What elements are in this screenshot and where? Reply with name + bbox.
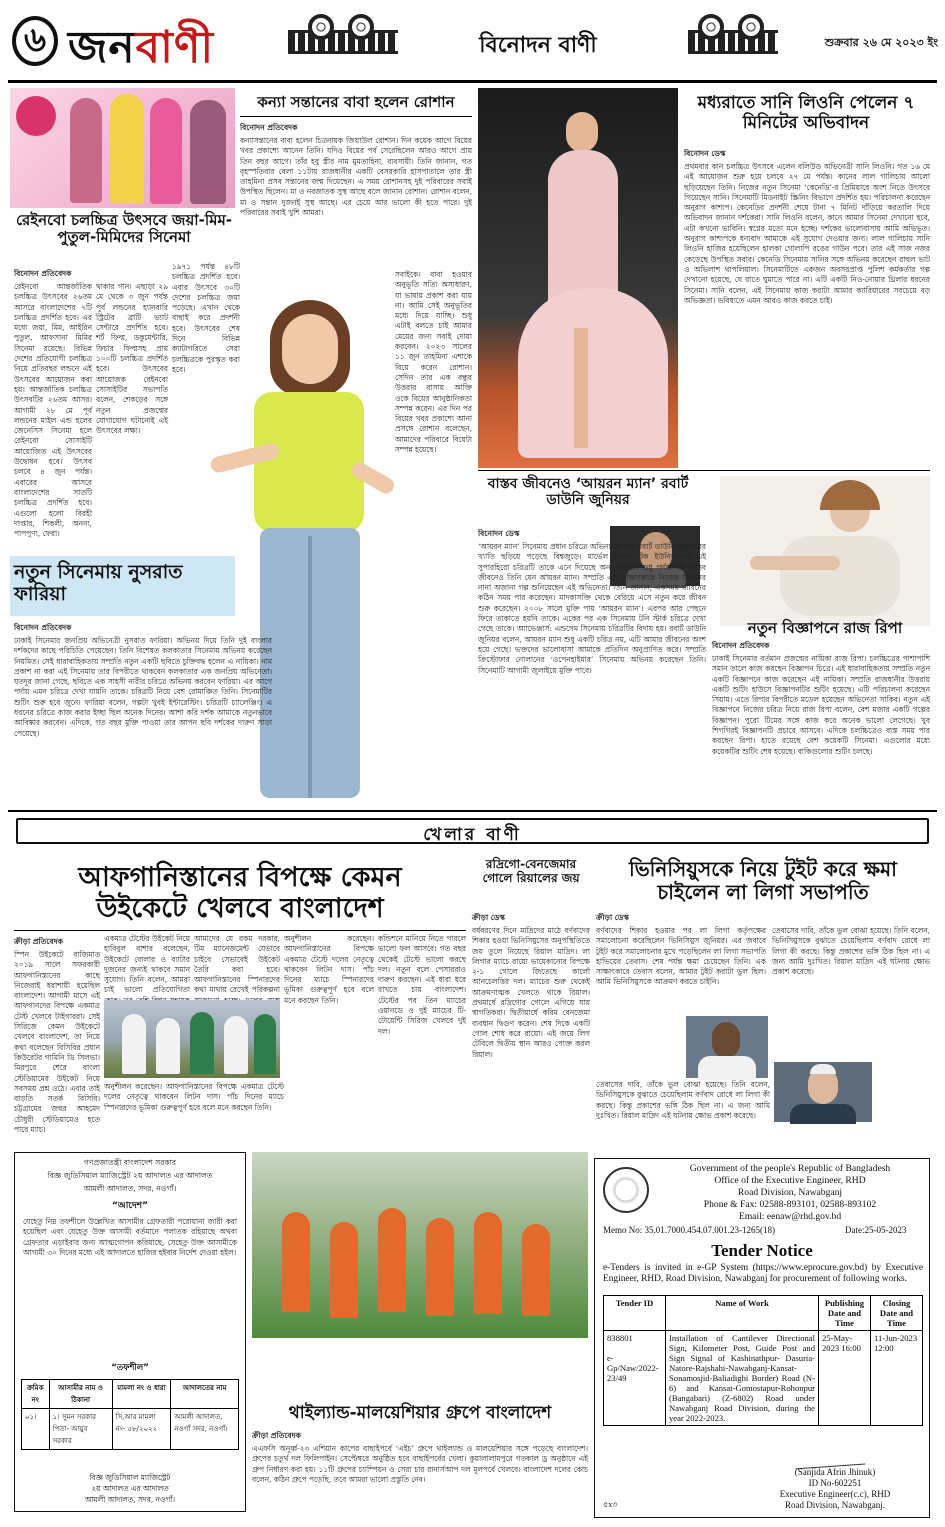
tender-td-work: Installation of Cantilever Directional Sign, Kilometer Post, Guide Post and Sign Signal of Kashinathpur- Dasuria-Natore-Rajshahi-Nawabganj-Kansat-Sonamosjid-Baliadighi Border) Road (N-6) and Kansat-Gomostapur-Rohonpur (Bangabari) (Z-6802) Road under Nawabganj Road Division, during the year 2022-2023. [666, 1331, 819, 1426]
tender-intro: e-Tenders is invited in e-GP System (https://www.eprocure.gov.bd) by Executive Engineer, RHD, Road Division, Nawabganj for procurement of following works. [603, 1263, 923, 1284]
vini-headline: ভিনিসিয়ুসকে নিয়ে টুইট করে ক্ষমা চাইলেন লা লিগা সভাপতি [629, 857, 897, 904]
film-strip-left-icon [288, 30, 398, 54]
masthead-rule [8, 80, 937, 83]
paper-logo-part-a: জন [68, 22, 136, 73]
tender-td-publish: 25-May-2023 16:00 [819, 1331, 871, 1426]
rainbow-body-col2: থাকার গান। এছাড়া ২৯ মে থেকে ৩ জুন পর্যন্ত পূর্ব লন্ডনের হ্যানবারি স্ট্রিটের ব্রাটি ভ্যাট সেন্টারে প্রদর্শিত হবে। শর্ট ফিল্ম, ডকুমেন্টারি, ফিচার ফিল্মসহ প্রায় ১০০টি চলচ্চিত্র প্রদর্শিত হবে। উৎসবের আয়োজক রেইনবো সোসাইটির সভাপতি বলেন, শেকড়ের সঙ্গে নতুন প্রজন্মের যোগাযোগ ঘটানোই এই উৎসবের লক্ষ্য। [96, 282, 168, 436]
sunny-body: প্রথমবার কান চলচ্চিত্র উৎসবে এলেন বলিউড অভিনেত্রী সানি লিওনি। গত ১৬ মে এই আয়োজন শুরু হয়ে চলবে ২৭ মে পর্যন্ত। কানের লাল গালিচায় আলো ছড়িয়েছেন তিনি। নিজের নতুন সিনেমা ‘কেনেডি’-র প্রিমিয়ারে অংশ নিতে উৎসবে গিয়েছেন সানি। সিনেমাটি মিডনাইট স্ক্রিনিং বিভাগে প্রদর্শিত হয়। পরিচালনা করেছেন অনুরাগ কাশ্যপ। কেনেডির প্রদর্শনী শেষে টানা ৭ মিনিট দাঁড়িয়ে করতালি দিয়ে অভিবাদন জানান দর্শকেরা। সানি লিওনি বলেন, কানে আমার সিনেমা দেখানো হবে, এটা কখনো ভাবিনি। স্বপ্নের মতো মনে হচ্ছে। দর্শকের ভালোবাসায় আমি অভিভূত। অনুরাগ কাশ্যপকে ধন্যবাদ আমাকে এই সুযোগ দেওয়ার জন্য। লাল গালিচায় সানি লিওনি হাজির হয়েছিলেন হালকা গোলাপি রঙের গাউন পরে। তার এই সাজ নজর কেড়েছে উপস্থিত সবার। কেনেডি সিনেমায় সানির সঙ্গে অভিনয় করেছেন রাহুল ভাট ও অভিলাশ থাপলিয়াল। সিনেমাটিতে একজন অবসরপ্রাপ্ত পুলিশ কর্মকর্তার গল্প দেখানো হয়েছে, যে রাতে ঘুমাতে পারে না। এটি একটি নিও-নোয়ার থ্রিলার ধরনের সিনেমা। সানি বলেন, এই সিনেমায় কাজ করাটা আমার ক্যারিয়ারের সবচেয়ে বড় অভিজ্ঞতা। ভবিষ্যতে এমন আরও কাজ করতে চাই। [684, 162, 930, 305]
sports-banner-title: খেলার বাণী [423, 825, 522, 845]
paper-logo [68, 14, 214, 87]
court-footer-2: ২য় আদালত এর আদালত [91, 1484, 169, 1493]
film-reel-left-icon-2 [348, 14, 374, 40]
court-td-accused: ১। সুমন সরকার পিতা- আয়ুব সরকার [49, 1409, 112, 1450]
tender-th-id: Tender ID [604, 1296, 666, 1331]
tender-td-close: 11-Jun-2023 12:00 [871, 1331, 923, 1426]
sports-banner [16, 818, 929, 844]
court-th-court: আদালতের নাম [171, 1380, 239, 1409]
roshan-body-col2: সবাইকে। বাবা হওয়ার অনুভূতি সত্যি অসাধারণ, যা ভাষায় প্রকাশ করা যায় না। আমি সেই অনুভূতির মধ্যে দিয়ে যাচ্ছি। শুধু এটাই বলতে চাই আমার মেয়ের জন্য সবাই দোয়া করবেন। ২০২৩ সালের ১১ জুন তাহমিনা এশাকে বিয়ে করেন রোশান। সেদিন তার এক বন্ধুর উত্তরার বাসায় আক্তি ওকে বিয়ের আনুষ্ঠানিকতা সম্পন্ন করেন। এর দিন পর বিয়ের খবর প্রকাশ্যে আনা প্রসঙ্গে রোশান বলেছেন, আমাদের পরিবারে বিয়েটা সম্পন্ন হয়েছে। [395, 270, 472, 455]
tender-signer-name: (Sanjida Afrin Jhinuk) [794, 1467, 876, 1477]
vini-body-col2: তেবাসের দাবি, তাঁকে ভুল বোঝা হয়েছে। তিনি বলেন, ভিনিসিয়ুসকে বুঝাতে চেয়েছিলাম বর্ণবাদ রোধে লা লিগা কী করছে। কিন্তু প্রকাশের ভঙ্গি ঠিক ছিল না। এ জন্য আমি দুঃখিত। রিয়াল মাদ্রিদ এই ঘটনায় ক্ষোভ প্রকাশ করেছে। [772, 926, 930, 977]
rodrygo-body: বর্ষবরণের দিনে মাদ্রিদের মাঠে বর্ণবাদের শিকার হওয়া ভিনিসিয়ুসের অনুপস্থিতিতে জয় তুলে নিয়েছে রিয়াল মাদ্রিদ। লা লিগার ম্যাচে রায়ো ভায়েকানোর বিপক্ষে ২-১ গোলে জিতেছে কার্লো আনচেলত্তির দল। ম্যাচের শুরু থেকেই আক্রমণাত্মক খেলতে থাকে রিয়াল। প্রথমার্ধে রদ্রিগোর গোলে এগিয়ে যায় স্বাগতিকরা। দ্বিতীয়ার্ধে করিম বেনজেমা ব্যবধান দ্বিগুণ করেন। শেষ দিকে একটি গোল শোধ করে রায়ো। এই জয়ে লিগ টেবিলে দ্বিতীয় স্থান আরও পোক্ত করল রিয়াল। [472, 926, 590, 1059]
nusrat-body: ঢাকাই সিনেমার জনপ্রিয় অভিনেত্রী নুসরাত ফারিয়া। অভিনয় দিয়ে তিনি দুই বাংলার দর্শকদের কাছে পরিচিতি পেয়েছেন। তিনি বিশেষত কলকাতার সিনেমায় অভিনয় করেছেন নিয়মিত। সেই ধারাবাহিকতায় সম্প্রতি নতুন একটি ছবিতে চুক্তিবদ্ধ হলেন এ নায়িকা। নাম প্রকাশ না করা এই সিনেমায় তার বিপরীতে থাকবেন কলকাতার এক জনপ্রিয় অভিনেতা। যতদূর জানা গেছে, ছবিতে এক সাহসী নারীর চরিত্রে অভিনয় করবেন ফারিয়া। এর আগে পর্দায় এমন চরিত্রে দেখা যায়নি তাকে। চরিত্রটি নিয়ে বেশ রোমাঞ্চিত তিনি। সিনেমাটির শুটিং শুরু হবে জুনে। ফারিয়া বলেন, গল্পটা খুবই ইন্টারেস্টিং। চরিত্রটি চ্যালেঞ্জিং। এ ধরনের চরিত্রে কাজ করার ইচ্ছা ছিল অনেক দিনের। আশা করি দর্শক আমাকে নতুনভাবে আবিষ্কার করবেন। এদিকে, গত বছর মুক্তি পাওয়া তার আপন ছবি দর্শকের দারুণ সাড়া পেয়েছে। [14, 636, 272, 738]
court-td-case: সি,আর মামলা নং- ৫৮/২০২২ [112, 1409, 171, 1450]
vini-body-col1: বর্ণবাদের শিকার হওয়ার পর লা লিগা কর্তৃপক্ষের সমালোচনা করেছিলেন ভিনিসিয়ুস জুনিয়র। এর জবাবে টুইট করে সমালোচনার মুখে পড়েছিলেন লা লিগা সভাপতি হাভিয়ের তেবাস। শেষ পর্যন্ত ক্ষমা চেয়েছেন তিনি। এক সাক্ষাৎকারে তেবাস বলেন, আমার টুইট করাটা ভুল ছিল। আমি ভিনিসিয়ুসকে আক্রমণ করতে চাইনি। [596, 926, 766, 987]
rdj-byline: বিনোদন ডেস্ক [478, 529, 520, 538]
tender-gov-line-1: Government of the people's Republic of Bangladesh [689, 1163, 891, 1174]
roshan-body-col1: কন্যাসন্তানের বাবা হলেন চিত্রনায়ক জিয়াউল রোশান। দিন কয়েক আগে বিয়ের খবর প্রকাশ্যে আনেন তিনি। যদিও বিয়ের পর্ব সেরেছিলেন আরও আগে প্রায় তিন বছর আগে। তাঁর হবু স্ত্রীর নাম মুমতাহিনা, ব্যবসায়ী। তিনি জানান, গত বৃহস্পতিবার বেলা ১১টায় রাজধানীর একটি বেসরকারি হাসপাতালে তার স্ত্রী তাহমিনা প্রসব সন্তানের জন্ম দিয়েছেন। এ সময় রোশানসহ দুই পরিবারের সবাই উপস্থিত ছিলেন। মা ও নবজাতক সুস্থ আছে বলে জানান রোশান। রোশান বলেন, মা ও সন্তান দুজনই সুস্থ আছে। এর চেয়ে আর ভালো কী হতে পারে। দুই পরিবারের সবাই খুশি আমরা। [240, 136, 472, 218]
film-reel-right-icon-2 [738, 14, 764, 40]
court-notice [14, 1152, 246, 1512]
gov-emblem-icon [603, 1167, 649, 1213]
afghan-body-col1: স্পিন উইকেটে বাজিমাত ২০১৯ সালে সফরকারী আফগানিস্তানের কাছে নিজেরাই ধরাশায়ী হয়েছিল বাংলাদেশ। আগামী মাসে এই আফগানদের বিপক্ষে একমাত্র টেস্ট খেলবে টাইগাররা। সেই সিরিজে কেমন উইকেটে খেলবে বাংলাদেশ, তা নিয়ে কথা বলেছেন বিসিবির প্রধান কিউরেটর গামিনি ডি সিলভা। মিরপুরে শেরে বাংলা স্টেডিয়ামের উইকেট নিয়ে সবসময় প্রশ্ন ওঠে। এবার তাই বাড়তি সতর্ক বিসিবি। চট্টগ্রামের জহুর আহমেদ চৌধুরী স্টেডিয়ামেও হতে পারে ম্যাচ। [14, 950, 100, 1135]
film-reel-right-icon [698, 14, 724, 40]
vini-body-col1b: তেবাসের দাবি, তাঁকে ভুল বোঝা হয়েছে। তিনি বলেন, ভিনিসিয়ুসকে বুঝাতে চেয়েছিলাম বর্ণবাদ রোধে লা লিগা কী করছে। কিন্তু প্রকাশের ভঙ্গি ঠিক ছিল না। এ জন্য আমি দুঃখিত। রিয়াল মাদ্রিদ এই ঘটনায় ক্ষোভ প্রকাশ করেছে। [596, 1080, 770, 1120]
tender-td-id: 838801 e-Gp/Naw/2022-23/49 [604, 1331, 666, 1426]
court-footer-3: আমলী আদালত, সদর, নওগাঁ। [84, 1495, 176, 1504]
rainbow-byline: বিনোদন প্রতিবেদক [14, 269, 72, 278]
rainbow-festival-photo [10, 88, 235, 208]
raj-ripa-photo [720, 476, 930, 626]
afghan-body-bottom: অনুশীলন করেছেন। আফগানিস্তানের বিপক্ষে একমাত্র টেস্টে দলের নেতৃত্বে থাকবেন লিটন দাস। পাঁচ দিনের ম্যাচে স্পিনারদের ভূমিকা গুরুত্বপূর্ণ হবে বলে মনে করছেন তিনি। [104, 1082, 284, 1112]
tender-gov-line-5: Email: eenaw@rhd.gov.bd [738, 1211, 842, 1222]
tender-signer-title: Executive Engineer(c.c), RHD [779, 1489, 891, 1499]
court-th-case: মামলা নং ও ধারা [112, 1380, 171, 1409]
tender-ad-size: ৫x৩ [603, 1500, 618, 1509]
tebas-photo [774, 1062, 872, 1122]
rodrygo-byline: ক্রীড়া ডেস্ক [472, 913, 505, 922]
thai-body: এএফসি অনূর্ধ্ব-২৩ এশিয়ান কাপের বাছাইপর্বে ‘এইচ’ গ্রুপে থাইল্যান্ড ও মালয়েশিয়ার সঙ্গে পড়েছে বাংলাদেশ। গ্রুপের চতুর্থ দল ফিলিপাইন। সেপ্টেম্বরে অনুষ্ঠিত হবে বাছাইপর্বের খেলা। কুয়ালালামপুরে গতকাল ড্র অনুষ্ঠানে এই গ্রুপ নির্ধারণ করা হয়। ১১টি গ্রুপের চ্যাম্পিয়ন ও সেরা চার রানার্সআপ দল মূলপর্বে খেলবে। বাংলাদেশ দলের কোচ বলেন, কঠিন গ্রুপে পড়েছি, তবে আমরা ভালো প্রস্তুতি নেব। [252, 1444, 588, 1484]
tender-th-close: Closing Date and Time [871, 1296, 923, 1331]
court-header-2: বিজ্ঞ জুডিসিয়াল ম্যাজিস্ট্রেট ২য় আদালত এর আদালত [47, 1171, 213, 1180]
rdj-body: ‘আয়রন ম্যান’ সিনেমায় প্রধান চরিত্রে অভিনয়ের পরই রবার্ট ডাউনি জুনিয়রের খ্যাতি ছড়িয়ে পড়েছে বিশ্বজুড়ে। মার্ভেল সিনেম্যাটিক ইউনিভার্সের এই সুপারহিরো চরিত্রটি তাকে এনে দিয়েছে অন্য উচ্চতা। শুধু পর্দায় নয়, বাস্তব জীবনেও তিনি যেন আয়রন ম্যান। সম্প্রতি এক সাক্ষাৎকারে নিজের জীবনের নানা অজানা গল্প শুনিয়েছেন এই অভিনেতা। তিনি জানান, একসময় জীবনের কঠিন সময় পার করেছেন। মাদকাসক্তি থেকে বেরিয়ে এসে নতুন করে জীবন শুরু করেছেন। ২০০৮ সালে মুক্তি পায় ‘আয়রন ম্যান’। এরপর আর পেছনে ফিরে তাকাতে হয়নি তাকে। একের পর এক সিনেমায় টনি স্টার্ক চরিত্রে দেখা গেছে তাকে। অ্যাভেঞ্জার্স: এন্ডগেম সিনেমায় চরিত্রটির বিদায় হয়। রবার্ট ডাউনি জুনিয়র বলেন, আয়রন ম্যান শুধু একটি চরিত্র নয়, এটি আমার জীবনের অংশ হয়ে গেছে। ভক্তদের ভালোবাসা আমাকে প্রতিদিন অনুপ্রাণিত করে। সম্প্রতি ক্রিস্টোফার নোলানের ‘ওপেনহাইমার’ সিনেমায় অভিনয় করেছেন তিনি। সিনেমাটি আগামী জুলাইয়ে মুক্তি পাবে। [478, 542, 706, 675]
court-header-3: আমলী আদালত, সদর, নওগাঁ। [83, 1184, 177, 1193]
issue-date: শুক্রবার ২৬ মে ২০২৩ ইং [824, 36, 938, 49]
court-footer-1: বিজ্ঞ জুডিসিয়াল ম্যাজিস্ট্রেট [89, 1473, 171, 1482]
cricket-team-photo [104, 1000, 280, 1078]
court-th-accused: আসামীর নাম ও ঠিকানা [49, 1380, 112, 1409]
sunny-headline: মধ্যরাতে সানি লিওনি পেলেন ৭ মিনিটের অভিবাদন [697, 93, 915, 133]
paper-logo-part-b: বাণী [135, 22, 215, 73]
tender-memo: Memo No: 35.01.7000.454.07.001.23-1265(18) [603, 1225, 775, 1235]
vini-photo [686, 1016, 768, 1078]
court-title: “আদেশ” [112, 1201, 148, 1211]
rodrygo-headline: রদ্রিগো-বেনজেমার গোলে রিয়ালের জয় [482, 857, 580, 885]
football-training-photo [252, 1152, 588, 1338]
sunny-byline: বিনোদন ডেস্ক [684, 149, 726, 158]
tender-gov-line-3: Road Division, Nawabganj [737, 1187, 843, 1198]
film-reel-left-icon [308, 14, 334, 40]
roshan-byline: বিনোদন প্রতিবেদক [240, 123, 298, 132]
tender-signer-id: ID No-602251 [808, 1478, 862, 1488]
roshan-headline: কন্যা সন্তানের বাবা হলেন রোশান [257, 93, 455, 111]
tender-th-work: Name of Work [666, 1296, 819, 1331]
tender-th-publish: Publishing Date and Time [819, 1296, 871, 1331]
tender-notice [594, 1158, 930, 1518]
court-table-title: “তফশীল” [111, 1363, 149, 1373]
vini-byline: ক্রীড়া ডেস্ক [596, 913, 629, 922]
rainbow-body-col1: রেইনবো আন্তর্জাতিক চলচ্চিত্র উৎসবের ২৬তম আসরে বাংলাদেশের ৭টি চলচ্চিত্র প্রদর্শিত হবে। এর মধ্যে জয়া, মিম, আইরিন পুতুল, আফসানা মিমির সিনেমা রয়েছে। বিভিন্ন দেশের প্রতিযোগী চলচ্চিত্র নিয়ে প্রতিবছর লন্ডনে এই উৎসবের আয়োজন করা হয়। আন্তর্জাতিক চলচ্চিত্র উৎসবটির ২৬তম আসর। আগামী ২৮ মে পূর্ব লন্ডনের মাইল এন্ড হলের জেনেসিস সিনেমা হলে রেইনবো সোসাইটি আয়োজিত এই উৎসবের উদ্বোধন হবে। উৎসব চলবে ৪ জুন পর্যন্ত। এবারের আসরে বাংলাদেশের সাতটি চলচ্চিত্র প্রদর্শিত হবে। এগুলো হলো বিরহী দাপ্তার, শিকলী, অনন্য, পাপপুণ্য, ফেরা। [14, 282, 92, 539]
court-table [21, 1379, 239, 1450]
thai-byline: ক্রীড়া প্রতিবেদক [252, 1431, 301, 1440]
afghan-headline: আফগানিস্তানের বিপক্ষে কেমন উইকেটে খেলবে বাংলাদেশ [78, 862, 402, 925]
court-th-serial: ক্রমিক নং [22, 1380, 50, 1409]
page-number: ৬ [12, 16, 58, 66]
court-body: যেহেতু নিম্ন তফশীলে উল্লেখিত আসামীর গ্রেফতারী পরোয়ানা জারী করা হয়েছিল এবং যেহেতু উক্ত আসামী বর্তমানে পলাতক রহিয়াছে অথবা গ্রেফতার এড়াইবার জন্য আত্মগোপন করিয়াছে, সেহেতু উক্ত আসামীকে আগামী ৩০ দিনের মধ্যে এই আদালতে হাজির হইবার নির্দেশ দেওয়া হইল। [23, 1217, 237, 1257]
tender-gov-line-2: Office of the Executive Engineer, RHD [714, 1175, 866, 1186]
nusrat-headline: নতুন সিনেমায় নুসরাত ফারিয়া [14, 561, 183, 605]
ripa-headline: নতুন বিজ্ঞাপনে রাজ রিপা [747, 619, 903, 637]
afghan-byline: ক্রীড়া প্রতিবেদক [14, 937, 63, 946]
rdj-headline: বাস্তব জীবনেও ‘আয়রন ম্যান’ রবার্ট ডাউনি জুনিয়র [487, 476, 689, 509]
tender-table [603, 1295, 923, 1426]
afghan-body-col5: কন্ডিশনে মানিয়ে নিতে পারলে ভালো ফল আসবে। গত বছর থেকেই টেস্টে ভালো করছে দল। নতুন বলে পেসাররাও দারুণ করছেন। এই ধারা ধরে রাখতে চায় বাংলাদেশ। টেস্টের পর তিন ম্যাচের ওয়ানডে ও দুই ম্যাচের টি-টোয়েন্টি সিরিজ খেলবে দুই দল। [378, 934, 466, 1036]
afghan-body-col2: একমাত্র টেস্টের উইকেট নিয়ে হাবিবুল বাশার বলেছেন, উইকেটে বোলার ও ব্যাটার দুজনের জন্যই থাকবে সমান সুযোগ। তিনি বলেন, আমরা চাই ভালো প্রতিযোগিতা [104, 934, 190, 995]
thai-headline: থাইল্যান্ড-মালয়েশিয়ার গ্রুপে বাংলাদেশ [288, 1403, 552, 1423]
tender-memo-date: Date:25-05-2023 [845, 1225, 907, 1235]
ripa-body: ঢাকাই সিনেমার বর্তমান প্রজন্মের নায়িকা রাজ রিপা। চলচ্চিত্রের পাশাপাশি সমান তালে কাজ করছেন বিজ্ঞাপন চিত্রে। এই ধারাবাহিকতায় সম্প্রতি নতুন একটি বিজ্ঞাপনে কাজ করেছেন এই নায়িকা। সম্প্রতি রাজধানীর উত্তরায় একটি শুটিং হাউসে বিজ্ঞাপনটির শুটিং হয়েছে। এটি পরিচালনা করেছেন সিয়াম। এতে রিপার বিপরীতে মডেল হয়েছেন অভিনেতা সাকিব। নতুন এই বিজ্ঞাপনে নিজের চরিত্র নিয়ে রাজ রিপা বলেন, বেশ মজার একটি গল্পের বিজ্ঞাপন। পুরো টিমের সঙ্গে কাজ করে অনেক ভালো লেগেছে। খুব শিগগিরই বিজ্ঞাপনটি প্রচারে আসবে। এদিকে চলচ্চিত্রেও ব্যস্ত সময় পার করছেন রিপা। হাতে রয়েছে বেশ কয়েকটি সিনেমা। এগুলোর মধ্যে কয়েকটির শুটিং শেষ হয়েছে। বাকিগুলোর শুটিং চলছে। [712, 654, 930, 756]
tender-gov-line-4: Phone & Fax: 02588-893101, 02588-893102 [703, 1199, 877, 1210]
afghan-body-col3: আমাদের যে রকম দরকার, টিম ম্যানেজমেন্ট যেভাবে চাইবে সেভাবেই উইকেট তৈরি করা হবে। আফগানিস্তানের স্পিনারদের কথা মাথায় রেখেই পরিকল্পনা [194, 934, 280, 995]
court-td-serial: ০১। [22, 1409, 50, 1450]
ripa-byline: বিনোদন প্রতিবেদক [712, 641, 770, 650]
masthead [8, 8, 937, 78]
rainbow-body-col3: ১৯৭১ পর্যন্ত ৪৮টি চলচ্চিত্র প্রদর্শিত হবে। এবার উৎসবে ৩০টি দেশের চলচ্চিত্র জমা পড়েছে। এখান থেকে বাছাই করে প্রদর্শনী হবে। উৎসবের শেষ দিনে বিভিন্ন ক্যাটাগরিতে সেরা চলচ্চিত্রকে পুরস্কৃত করা হবে। [172, 262, 240, 374]
section-title: বিনোদন বাণী [479, 32, 597, 58]
sunny-leone-photo [478, 88, 678, 468]
tender-title: Tender Notice [711, 1241, 813, 1260]
afghan-body-col4: অনুশীলন করেছেন। আফগানিস্তানের বিপক্ষে একমাত্র টেস্টে দলের নেতৃত্বে থাকবেন লিটন দাস। পাঁচ দিনের ম্যাচে স্পিনারদের ভূমিকা গুরুত্বপূর্ণ হবে বলে মনে করছেন তিনি। [284, 934, 374, 1005]
nusrat-byline: বিনোদন প্রতিবেদক [14, 623, 72, 632]
rainbow-headline: রেইনবো চলচ্চিত্র উৎসবে জয়া-মিম-পুতুল-মিমিদের সিনেমা [15, 211, 233, 247]
court-header-1: গণপ্রজাতন্ত্রী বাংলাদেশ সরকার [83, 1158, 177, 1167]
tender-signer-office: Road Division, Nawabganj. [785, 1500, 885, 1510]
court-td-court: আমলী আদালত, নওগাঁ সদর, নওগাঁ। [171, 1409, 239, 1450]
